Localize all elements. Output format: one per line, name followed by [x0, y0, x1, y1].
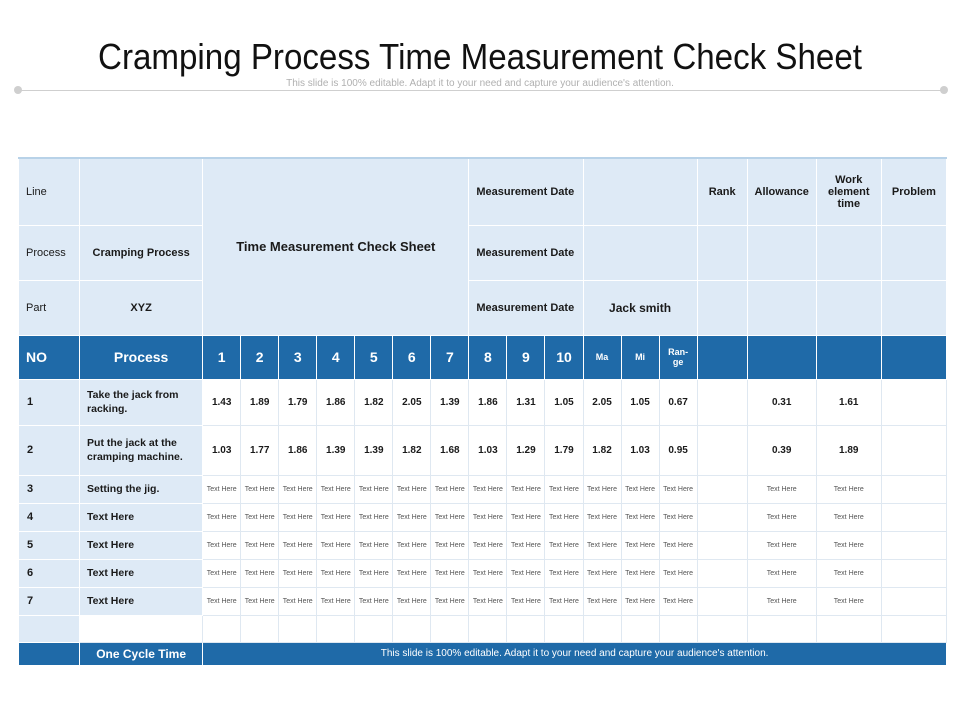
- row-allowance: Text Here: [747, 475, 816, 503]
- row-value: Text Here: [583, 475, 621, 503]
- row-value: Text Here: [621, 503, 659, 531]
- row-value: Text Here: [583, 587, 621, 615]
- row-value: Text Here: [545, 587, 583, 615]
- row-rank: [697, 559, 747, 587]
- row-value: 1.86: [279, 425, 317, 475]
- col-3: 3: [279, 335, 317, 379]
- col-5: 5: [355, 335, 393, 379]
- part-label: Part: [19, 280, 80, 335]
- row-rank: [697, 531, 747, 559]
- row-value: Text Here: [279, 475, 317, 503]
- row-work-time: Text Here: [816, 531, 881, 559]
- row-problem: [881, 379, 946, 425]
- row-number: 7: [19, 587, 80, 615]
- row-value: Text Here: [507, 531, 545, 559]
- row-process: Text Here: [80, 559, 203, 587]
- table-row: [19, 559, 947, 587]
- row-value: Text Here: [583, 559, 621, 587]
- row-problem: [881, 475, 946, 503]
- col-range: Ran-ge: [659, 335, 697, 379]
- measurement-date-value-1: [583, 158, 697, 225]
- row-value: Text Here: [279, 503, 317, 531]
- row-value: Text Here: [469, 559, 507, 587]
- one-cycle-time-label: One Cycle Time: [80, 642, 203, 665]
- row-value: Text Here: [241, 587, 279, 615]
- row-value: Text Here: [317, 531, 355, 559]
- row-value: Text Here: [279, 531, 317, 559]
- row-value: 1.43: [203, 379, 241, 425]
- row-process: Text Here: [80, 503, 203, 531]
- rank-header: Rank: [697, 158, 747, 225]
- row-value: 2.05: [393, 379, 431, 425]
- row-value: Text Here: [545, 531, 583, 559]
- header-row-line: [19, 158, 947, 225]
- col-1: 1: [203, 335, 241, 379]
- row-value: Text Here: [355, 475, 393, 503]
- row-value: Text Here: [203, 559, 241, 587]
- row-problem: [881, 503, 946, 531]
- row-value: 1.82: [583, 425, 621, 475]
- row-value: Text Here: [317, 475, 355, 503]
- row-value: 1.79: [545, 425, 583, 475]
- work-element-time-header: Work element time: [816, 158, 881, 225]
- allowance-cell-2: [747, 225, 816, 280]
- row-value: 1.03: [203, 425, 241, 475]
- row-value: Text Here: [431, 531, 469, 559]
- header-row-process: [19, 225, 947, 280]
- row-value: Text Here: [355, 559, 393, 587]
- row-value: 1.03: [621, 425, 659, 475]
- problem-cell-3: [881, 280, 946, 335]
- row-value: Text Here: [355, 531, 393, 559]
- table-row: [19, 587, 947, 615]
- row-number: 6: [19, 559, 80, 587]
- table-row: [19, 425, 947, 475]
- row-value: Text Here: [545, 475, 583, 503]
- header-row-part: [19, 280, 947, 335]
- col-8: 8: [469, 335, 507, 379]
- empty-cell: [80, 615, 203, 642]
- center-title: Time Measurement Check Sheet: [203, 158, 469, 335]
- row-rank: [697, 475, 747, 503]
- row-value: 1.68: [431, 425, 469, 475]
- table-row: [19, 503, 947, 531]
- measurement-date-3: Measurement Date: [469, 280, 583, 335]
- row-problem: [881, 531, 946, 559]
- row-value: Text Here: [659, 531, 697, 559]
- row-value: Text Here: [469, 531, 507, 559]
- row-work-time: 1.89: [816, 425, 881, 475]
- row-value: Text Here: [241, 503, 279, 531]
- row-work-time: Text Here: [816, 475, 881, 503]
- row-value: 1.05: [545, 379, 583, 425]
- table-row: [19, 531, 947, 559]
- col-max: Ma: [583, 335, 621, 379]
- row-work-time: Text Here: [816, 503, 881, 531]
- divider-dot-left: [14, 86, 22, 94]
- row-value: Text Here: [507, 503, 545, 531]
- row-value: Text Here: [241, 475, 279, 503]
- row-work-time: Text Here: [816, 587, 881, 615]
- col-work-time-blank: [816, 335, 881, 379]
- title-divider: [18, 90, 944, 91]
- column-header-row: [19, 335, 947, 379]
- col-rank-blank: [697, 335, 747, 379]
- rank-cell-3: [697, 280, 747, 335]
- row-allowance: Text Here: [747, 559, 816, 587]
- process-label: Process: [19, 225, 80, 280]
- row-number: 5: [19, 531, 80, 559]
- col-10: 10: [545, 335, 583, 379]
- row-value: Text Here: [545, 503, 583, 531]
- row-rank: [697, 379, 747, 425]
- row-problem: [881, 425, 946, 475]
- row-rank: [697, 503, 747, 531]
- footer-blank: [19, 642, 80, 665]
- row-process: Text Here: [80, 587, 203, 615]
- row-value: Text Here: [659, 503, 697, 531]
- empty-row: [19, 615, 947, 642]
- allowance-cell-3: [747, 280, 816, 335]
- rank-cell-2: [697, 225, 747, 280]
- row-allowance: 0.31: [747, 379, 816, 425]
- row-process: Put the jack at the cramping machine.: [80, 425, 203, 475]
- row-value: Text Here: [469, 475, 507, 503]
- col-7: 7: [431, 335, 469, 379]
- problem-header: Problem: [881, 158, 946, 225]
- row-value: Text Here: [659, 587, 697, 615]
- row-value: 1.86: [317, 379, 355, 425]
- row-value: Text Here: [317, 559, 355, 587]
- line-label: Line: [19, 158, 80, 225]
- row-value: Text Here: [241, 531, 279, 559]
- row-value: Text Here: [659, 475, 697, 503]
- col-allowance-blank: [747, 335, 816, 379]
- row-rank: [697, 587, 747, 615]
- row-value: 1.03: [469, 425, 507, 475]
- row-value: Text Here: [431, 559, 469, 587]
- row-value: Text Here: [279, 559, 317, 587]
- person-name: Jack smith: [583, 280, 697, 335]
- allowance-header: Allowance: [747, 158, 816, 225]
- row-value: Text Here: [393, 531, 431, 559]
- row-value: 1.82: [355, 379, 393, 425]
- row-value: Text Here: [469, 503, 507, 531]
- row-problem: [881, 587, 946, 615]
- col-min: Mi: [621, 335, 659, 379]
- col-process: Process: [80, 335, 203, 379]
- work-time-cell-2: [816, 225, 881, 280]
- row-allowance: Text Here: [747, 503, 816, 531]
- col-4: 4: [317, 335, 355, 379]
- row-value: 1.31: [507, 379, 545, 425]
- row-value: Text Here: [545, 559, 583, 587]
- row-problem: [881, 559, 946, 587]
- row-value: Text Here: [431, 587, 469, 615]
- row-value: Text Here: [583, 531, 621, 559]
- row-number: 1: [19, 379, 80, 425]
- table-row: [19, 475, 947, 503]
- row-allowance: 0.39: [747, 425, 816, 475]
- row-value: 1.79: [279, 379, 317, 425]
- row-value: 1.39: [317, 425, 355, 475]
- line-value: [80, 158, 203, 225]
- footer-row: [19, 642, 947, 665]
- row-value: Text Here: [507, 587, 545, 615]
- row-value: Text Here: [431, 503, 469, 531]
- col-2: 2: [241, 335, 279, 379]
- work-time-cell-3: [816, 280, 881, 335]
- row-value: Text Here: [279, 587, 317, 615]
- check-sheet-table: [18, 157, 947, 666]
- row-value: 1.86: [469, 379, 507, 425]
- row-value: Text Here: [355, 587, 393, 615]
- row-value: Text Here: [203, 587, 241, 615]
- row-value: 1.82: [393, 425, 431, 475]
- row-rank: [697, 425, 747, 475]
- row-value: Text Here: [203, 503, 241, 531]
- problem-cell-2: [881, 225, 946, 280]
- row-value: 0.67: [659, 379, 697, 425]
- row-value: 1.39: [355, 425, 393, 475]
- table-row: [19, 379, 947, 425]
- row-value: 1.77: [241, 425, 279, 475]
- row-value: Text Here: [355, 503, 393, 531]
- measurement-date-value-2: [583, 225, 697, 280]
- row-value: Text Here: [621, 531, 659, 559]
- row-value: 1.89: [241, 379, 279, 425]
- row-value: Text Here: [621, 475, 659, 503]
- row-value: Text Here: [393, 503, 431, 531]
- row-value: Text Here: [431, 475, 469, 503]
- row-value: 2.05: [583, 379, 621, 425]
- row-number: 3: [19, 475, 80, 503]
- row-value: Text Here: [583, 503, 621, 531]
- row-value: Text Here: [469, 587, 507, 615]
- row-number: 4: [19, 503, 80, 531]
- row-process: Take the jack from racking.: [80, 379, 203, 425]
- row-value: Text Here: [621, 587, 659, 615]
- row-value: Text Here: [203, 531, 241, 559]
- row-value: Text Here: [241, 559, 279, 587]
- row-value: Text Here: [317, 503, 355, 531]
- row-value: Text Here: [317, 587, 355, 615]
- divider-dot-right: [940, 86, 948, 94]
- row-value: 1.39: [431, 379, 469, 425]
- measurement-date-2: Measurement Date: [469, 225, 583, 280]
- col-9: 9: [507, 335, 545, 379]
- col-6: 6: [393, 335, 431, 379]
- slide-title: Cramping Process Time Measurement Check Sheet: [98, 36, 862, 77]
- row-value: Text Here: [393, 587, 431, 615]
- part-value: XYZ: [80, 280, 203, 335]
- col-problem-blank: [881, 335, 946, 379]
- row-process: Setting the jig.: [80, 475, 203, 503]
- footer-note: This slide is 100% editable. Adapt it to your need and capture your audience's attention.: [203, 642, 947, 665]
- empty-cell: [19, 615, 80, 642]
- slide-subtitle: This slide is 100% editable. Adapt it to your need and capture your audience's attention.: [286, 78, 674, 89]
- row-number: 2: [19, 425, 80, 475]
- row-allowance: Text Here: [747, 531, 816, 559]
- process-value: Cramping Process: [80, 225, 203, 280]
- col-no: NO: [19, 335, 80, 379]
- row-value: Text Here: [203, 475, 241, 503]
- row-value: 1.05: [621, 379, 659, 425]
- row-value: 1.29: [507, 425, 545, 475]
- row-value: Text Here: [393, 475, 431, 503]
- row-work-time: 1.61: [816, 379, 881, 425]
- row-value: Text Here: [393, 559, 431, 587]
- row-value: Text Here: [659, 559, 697, 587]
- row-value: 0.95: [659, 425, 697, 475]
- row-value: Text Here: [507, 559, 545, 587]
- row-process: Text Here: [80, 531, 203, 559]
- row-value: Text Here: [507, 475, 545, 503]
- row-work-time: Text Here: [816, 559, 881, 587]
- measurement-date-1: Measurement Date: [469, 158, 583, 225]
- row-allowance: Text Here: [747, 587, 816, 615]
- row-value: Text Here: [621, 559, 659, 587]
